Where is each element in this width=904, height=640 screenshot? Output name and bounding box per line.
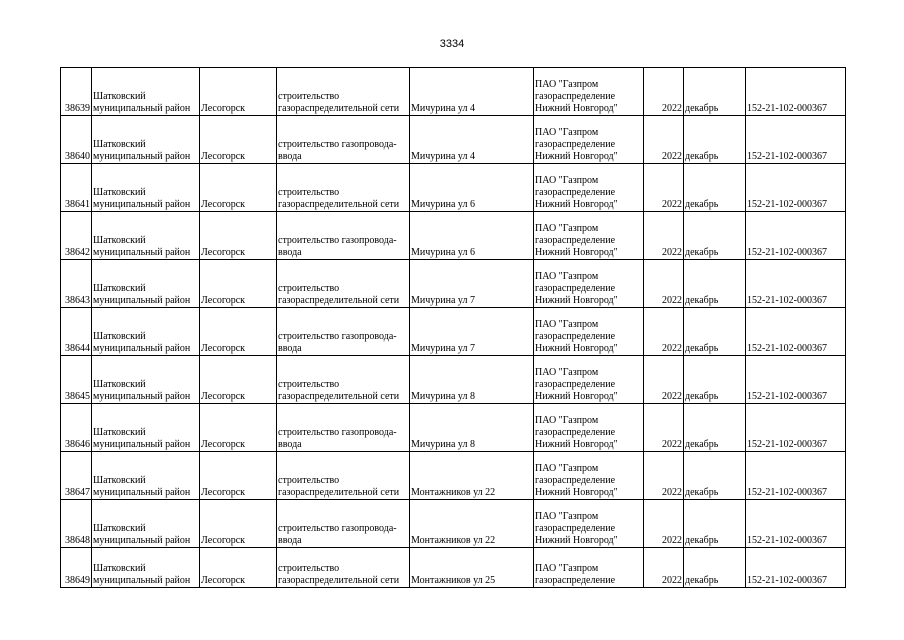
code-cell: 152-21-102-000367	[746, 500, 846, 548]
code-cell: 152-21-102-000367	[746, 68, 846, 116]
code-cell: 152-21-102-000367	[746, 212, 846, 260]
row-number-cell: 38647	[61, 452, 92, 500]
organization-cell: ПАО "Газпром газораспределение Нижний Новгород"	[534, 308, 644, 356]
month-cell: декабрь	[684, 548, 746, 588]
organization-cell: ПАО "Газпром газораспределение Нижний Новгород"	[534, 260, 644, 308]
organization-cell: ПАО "Газпром газораспределение Нижний Новгород"	[534, 356, 644, 404]
locality-cell: Лесогорск	[200, 164, 277, 212]
month-cell: декабрь	[684, 308, 746, 356]
month-cell: декабрь	[684, 500, 746, 548]
locality-cell: Лесогорск	[200, 404, 277, 452]
page-number: 3334	[439, 38, 465, 50]
locality-cell: Лесогорск	[200, 212, 277, 260]
locality-cell: Лесогорск	[200, 452, 277, 500]
row-number-cell: 38644	[61, 308, 92, 356]
year-cell: 2022	[644, 212, 684, 260]
table-row	[61, 164, 846, 212]
month-cell: декабрь	[684, 164, 746, 212]
organization-cell: ПАО "Газпром газораспределение Нижний Новгород"	[534, 116, 644, 164]
address-cell: Монтажников ул 25	[410, 548, 534, 588]
table-row	[61, 548, 846, 588]
year-cell: 2022	[644, 68, 684, 116]
work-type-cell: строительство газораспределительной сети	[277, 164, 410, 212]
row-number-cell: 38646	[61, 404, 92, 452]
table-body	[61, 68, 846, 588]
district-cell: Шатковский муниципальный район	[92, 548, 200, 588]
locality-cell: Лесогорск	[200, 500, 277, 548]
address-cell: Монтажников ул 22	[410, 500, 534, 548]
code-cell: 152-21-102-000367	[746, 260, 846, 308]
row-number-cell: 38643	[61, 260, 92, 308]
address-cell: Монтажников ул 22	[410, 452, 534, 500]
organization-cell: ПАО "Газпром газораспределение	[534, 548, 644, 588]
organization-cell: ПАО "Газпром газораспределение Нижний Новгород"	[534, 68, 644, 116]
address-cell: Мичурина ул 4	[410, 68, 534, 116]
organization-cell: ПАО "Газпром газораспределение Нижний Новгород"	[534, 500, 644, 548]
code-cell: 152-21-102-000367	[746, 164, 846, 212]
code-cell: 152-21-102-000367	[746, 308, 846, 356]
work-type-cell: строительство газопровода-ввода	[277, 308, 410, 356]
work-type-cell: строительство газопровода-ввода	[277, 116, 410, 164]
year-cell: 2022	[644, 260, 684, 308]
locality-cell: Лесогорск	[200, 548, 277, 588]
district-cell: Шатковский муниципальный район	[92, 500, 200, 548]
table-row	[61, 308, 846, 356]
year-cell: 2022	[644, 116, 684, 164]
locality-cell: Лесогорск	[200, 356, 277, 404]
work-type-cell: строительство газораспределительной сети	[277, 356, 410, 404]
locality-cell: Лесогорск	[200, 260, 277, 308]
year-cell: 2022	[644, 404, 684, 452]
district-cell: Шатковский муниципальный район	[92, 356, 200, 404]
month-cell: декабрь	[684, 356, 746, 404]
district-cell: Шатковский муниципальный район	[92, 452, 200, 500]
year-cell: 2022	[644, 452, 684, 500]
row-number-cell: 38642	[61, 212, 92, 260]
table-row	[61, 404, 846, 452]
address-cell: Мичурина ул 6	[410, 212, 534, 260]
work-type-cell: строительство газопровода-ввода	[277, 212, 410, 260]
table-row	[61, 500, 846, 548]
work-type-cell: строительство газопровода-ввода	[277, 404, 410, 452]
work-type-cell: строительство газораспределительной сети	[277, 260, 410, 308]
district-cell: Шатковский муниципальный район	[92, 404, 200, 452]
row-number-cell: 38641	[61, 164, 92, 212]
work-type-cell: строительство газораспределительной сети	[277, 548, 410, 588]
month-cell: декабрь	[684, 404, 746, 452]
organization-cell: ПАО "Газпром газораспределение Нижний Новгород"	[534, 404, 644, 452]
address-cell: Мичурина ул 8	[410, 356, 534, 404]
month-cell: декабрь	[684, 116, 746, 164]
address-cell: Мичурина ул 6	[410, 164, 534, 212]
month-cell: декабрь	[684, 68, 746, 116]
year-cell: 2022	[644, 500, 684, 548]
table-row	[61, 212, 846, 260]
year-cell: 2022	[644, 548, 684, 588]
locality-cell: Лесогорск	[200, 308, 277, 356]
locality-cell: Лесогорск	[200, 116, 277, 164]
code-cell: 152-21-102-000367	[746, 548, 846, 588]
organization-cell: ПАО "Газпром газораспределение Нижний Новгород"	[534, 452, 644, 500]
work-type-cell: строительство газопровода-ввода	[277, 500, 410, 548]
organization-cell: ПАО "Газпром газораспределение Нижний Новгород"	[534, 164, 644, 212]
address-cell: Мичурина ул 7	[410, 308, 534, 356]
district-cell: Шатковский муниципальный район	[92, 212, 200, 260]
district-cell: Шатковский муниципальный район	[92, 68, 200, 116]
table-row	[61, 68, 846, 116]
row-number-cell: 38649	[61, 548, 92, 588]
row-number-cell: 38639	[61, 68, 92, 116]
table-row	[61, 260, 846, 308]
gas-registry-table	[60, 67, 846, 588]
address-cell: Мичурина ул 8	[410, 404, 534, 452]
code-cell: 152-21-102-000367	[746, 404, 846, 452]
address-cell: Мичурина ул 4	[410, 116, 534, 164]
row-number-cell: 38640	[61, 116, 92, 164]
address-cell: Мичурина ул 7	[410, 260, 534, 308]
district-cell: Шатковский муниципальный район	[92, 164, 200, 212]
table-row	[61, 356, 846, 404]
row-number-cell: 38645	[61, 356, 92, 404]
year-cell: 2022	[644, 356, 684, 404]
code-cell: 152-21-102-000367	[746, 452, 846, 500]
work-type-cell: строительство газораспределительной сети	[277, 68, 410, 116]
table-row	[61, 452, 846, 500]
work-type-cell: строительство газораспределительной сети	[277, 452, 410, 500]
district-cell: Шатковский муниципальный район	[92, 260, 200, 308]
district-cell: Шатковский муниципальный район	[92, 308, 200, 356]
month-cell: декабрь	[684, 212, 746, 260]
year-cell: 2022	[644, 308, 684, 356]
table-row	[61, 116, 846, 164]
code-cell: 152-21-102-000367	[746, 356, 846, 404]
month-cell: декабрь	[684, 452, 746, 500]
district-cell: Шатковский муниципальный район	[92, 116, 200, 164]
year-cell: 2022	[644, 164, 684, 212]
organization-cell: ПАО "Газпром газораспределение Нижний Новгород"	[534, 212, 644, 260]
code-cell: 152-21-102-000367	[746, 116, 846, 164]
month-cell: декабрь	[684, 260, 746, 308]
locality-cell: Лесогорск	[200, 68, 277, 116]
row-number-cell: 38648	[61, 500, 92, 548]
